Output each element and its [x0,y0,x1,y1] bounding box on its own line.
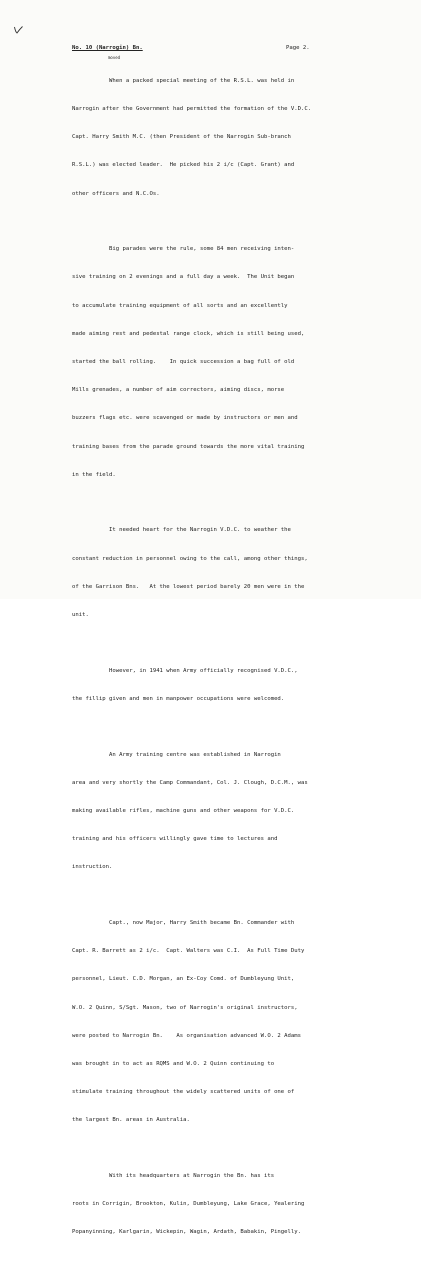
text-line: in the field. [72,471,116,478]
text-line: started the ball rolling. In quick succession a bag full of old [72,359,295,366]
text-line: W.O. 2 Quinn, S/Sgt. Mason, two of Narrogin's original instructors, [72,1004,298,1011]
text-line: personnel, Lieut. C.D. Morgan, an Ex-Coy Comd. of Dumbleyung Unit, [72,976,295,983]
text-line: buzzers flags etc. were scavenged or made by instructors or men and [72,415,298,422]
text-line: roots in Corrigin, Brookton, Kulin, Dumbleyung, Lake Grace, Yealering [72,1201,305,1208]
handwritten-insert: moved [108,55,121,60]
text-line: stimulate training throughout the widely scattered units of one of [72,1089,295,1096]
text-line: to accumulate training equipment of all sorts and an excellently [72,302,288,309]
text-line: However, in 1941 when Army officially recognised V.D.C., [72,667,298,674]
paragraph [72,508,396,640]
text-line: Narrogin after the Government had permitted the formation of the V.D.C. [72,106,312,113]
document-id: No. 10 (Narrogin) Bn. [72,45,143,51]
text-line: When a packed special meeting of the R.S.L. was held in [72,77,295,84]
text-line: Capt. R. Barrett as 2 i/c. Capt. Walters was C.I. As Full Time Duty [72,948,305,955]
text-line: Mills grenades, a number of aim correctors, aiming discs, morse [72,387,285,394]
text-line: sive training on 2 evenings and a full day a week. The Unit began [72,274,295,281]
text-line: of the Garrison Bns. At the lowest period barely 20 men were in the [72,583,305,590]
text-line: R.S.L.) was elected leader. He picked his 2 i/c (Capt. Grant) and [72,162,295,169]
text-line: were posted to Narrogin Bn. As organisation advanced W.O. 2 Adams [72,1032,302,1039]
text-line: With its headquarters at Narrogin the Bn. has its [72,1172,275,1179]
text-line: training and his officers willingly gave time to lectures and [72,836,278,843]
text-line-content: training bases from the parade ground towards the more vital training [72,443,305,450]
text-line: area and very shortly the Camp Commandant, Col. J. Clough, D.C.M., was [72,779,308,786]
document-body [72,55,396,1265]
text-line: Capt. Harry Smith M.C. (then President of the Narrogin Sub-branch [72,134,291,141]
text-line: unit. [72,612,89,619]
paragraph [72,1153,396,1256]
paragraph [72,900,396,1144]
paragraph [72,732,396,892]
text-line: An Army training centre was established in Narrogin [72,751,281,758]
corner-tick-mark [14,26,23,34]
text-line: constant reduction in personnel owing to the call, among other things, [72,555,308,562]
text-line: Popanyinning, Karlgarin, Wickepin, Wagin, Ardath, Babakin, Pingelly. [72,1229,302,1236]
text-line: It needed heart for the Narrogin V.D.C. to weather the [72,527,291,534]
text-line: making available rifles, machine guns and other weapons for V.D.C. [72,807,295,814]
page-number: Page 2. [286,45,310,51]
text-line: instruction. [72,864,113,871]
text-line: was brought in to act as RQMS and W.O. 2 Quinn continuing to [72,1060,275,1067]
text-line: Capt., now Major, Harry Smith became Bn. Commander with [72,919,295,926]
text-line: made aiming rest and pedestal range clock, which is still being used, [72,330,305,337]
paragraph [72,648,396,723]
text-line: Big parades were the rule, some 84 men receiving inten- [72,246,295,253]
paragraph [72,58,396,218]
text-line: the fillip given and men in manpower occupations were welcomed. [72,695,285,702]
text-line: the largest Bn. areas in Australia. [72,1117,190,1124]
text-line: other officers and N.C.Os. [72,190,160,197]
